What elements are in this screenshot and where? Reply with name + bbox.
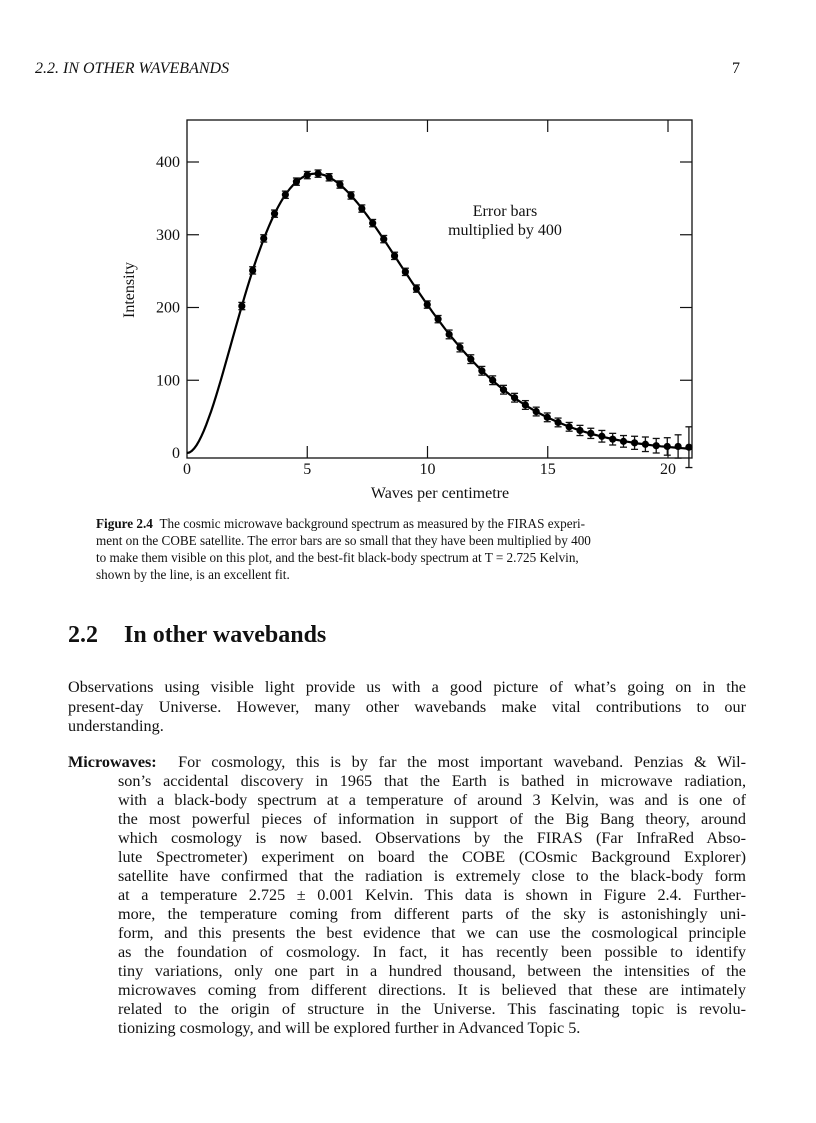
data-marker bbox=[478, 367, 485, 374]
data-point bbox=[249, 267, 256, 274]
figure-caption-line: shown by the line, is an excellent fit. bbox=[96, 567, 290, 582]
data-marker bbox=[347, 192, 354, 199]
microwaves-line: as the foundation of cosmology. In fact, it has recently been possible to identify bbox=[118, 943, 746, 961]
microwaves-line: at a temperature 2.725 ± 0.001 Kelvin. This data is shown in Figure 2.4. Further- bbox=[118, 886, 746, 904]
x-tick-label: 20 bbox=[660, 461, 676, 478]
intro-line: understanding. bbox=[68, 717, 164, 735]
data-marker bbox=[413, 285, 420, 292]
data-point bbox=[631, 436, 638, 449]
microwaves-line: tionizing cosmology, and will be explored further in Advanced Topic 5. bbox=[118, 1019, 581, 1037]
data-marker bbox=[238, 302, 245, 309]
data-marker bbox=[642, 441, 649, 448]
figure-caption-line: ment on the COBE satellite. The error bars are so small that they have been multiplied by 400 bbox=[96, 533, 591, 548]
data-point bbox=[314, 170, 321, 177]
microwaves-line: lute Spectrometer) experiment on board the COBE (COsmic Background Explorer) bbox=[118, 848, 746, 866]
data-point bbox=[642, 437, 649, 452]
microwaves-line: related to the origin of structure in the Universe. This fascinating topic is revolu- bbox=[118, 1000, 746, 1018]
data-point bbox=[675, 435, 682, 458]
microwaves-line: form, and this presents the best evidence that we can use the cosmological principle bbox=[118, 924, 746, 942]
data-point bbox=[434, 316, 441, 323]
data-point bbox=[304, 171, 311, 178]
microwaves-line: which cosmology is now based. Observations by the FIRAS (Far InfraRed Abso- bbox=[118, 829, 746, 847]
intro-line: Observations using visible light provide us with a good picture of what’s going on in the bbox=[68, 678, 746, 696]
data-point bbox=[533, 407, 540, 416]
data-marker bbox=[446, 331, 453, 338]
y-tick-label: 300 bbox=[156, 226, 180, 244]
data-marker bbox=[522, 401, 529, 408]
data-marker bbox=[402, 268, 409, 275]
data-marker bbox=[293, 178, 300, 185]
cmb-spectrum-chart bbox=[0, 0, 816, 520]
data-marker bbox=[500, 386, 507, 393]
data-point bbox=[336, 181, 343, 188]
section-heading bbox=[68, 622, 326, 649]
x-tick-label: 10 bbox=[419, 461, 436, 478]
caption-text: The cosmic microwave background spectrum as measured by the FIRAS experi- bbox=[159, 516, 586, 531]
microwaves-line: with a black-body spectrum at a temperature of around 3 Kelvin, was and is one of bbox=[118, 791, 746, 809]
data-marker bbox=[544, 414, 551, 421]
data-marker bbox=[467, 356, 474, 363]
data-marker bbox=[424, 301, 431, 308]
data-marker bbox=[271, 210, 278, 217]
data-marker bbox=[489, 377, 496, 384]
x-tick-label: 0 bbox=[183, 461, 191, 478]
microwaves-text: For cosmology, this is by far the most important waveband. Penzias & Wil- bbox=[178, 753, 746, 771]
data-marker bbox=[653, 442, 660, 449]
figure-label: Figure 2.4 bbox=[96, 516, 153, 531]
data-point bbox=[620, 436, 627, 448]
annotation-line-1: Error bars bbox=[472, 203, 538, 220]
data-point bbox=[566, 422, 573, 431]
data-point bbox=[576, 425, 583, 435]
data-point bbox=[380, 235, 387, 242]
data-marker bbox=[554, 419, 561, 426]
data-point bbox=[554, 418, 561, 427]
x-axis-label: Waves per centimetre bbox=[370, 485, 510, 502]
y-tick-label: 0 bbox=[172, 445, 180, 462]
data-point bbox=[326, 174, 333, 181]
data-point bbox=[282, 191, 289, 198]
y-axis-label: Intensity bbox=[121, 262, 138, 318]
data-point bbox=[402, 268, 409, 275]
data-marker bbox=[587, 430, 594, 437]
data-marker bbox=[511, 394, 518, 401]
data-marker bbox=[533, 408, 540, 415]
data-marker bbox=[326, 174, 333, 181]
data-marker bbox=[576, 427, 583, 434]
y-tick-label: 100 bbox=[156, 372, 180, 390]
running-header: 2.2. IN OTHER WAVEBANDS bbox=[35, 60, 230, 77]
microwaves-line: the most powerful pieces of information in support of the Big Bang theory, around bbox=[118, 810, 746, 828]
intro-line: present-day Universe. However, many other wavebands make vital contributions to our bbox=[68, 697, 746, 716]
data-marker bbox=[685, 444, 692, 451]
page-number: 7 bbox=[732, 60, 740, 77]
microwaves-line: satellite have confirmed that the radiation is extremely close to the black-body form bbox=[118, 867, 746, 885]
data-point bbox=[598, 430, 605, 442]
data-point bbox=[587, 428, 594, 438]
section-title: In other wavebands bbox=[124, 622, 327, 648]
data-marker bbox=[369, 220, 376, 227]
data-marker bbox=[380, 236, 387, 243]
data-marker bbox=[249, 267, 256, 274]
figure-caption-line: to make them visible on this plot, and the best-fit black-body spectrum at T = 2.725 Kelvin, bbox=[96, 550, 579, 565]
x-tick-label: 5 bbox=[303, 461, 312, 478]
y-tick-label: 200 bbox=[156, 299, 180, 317]
data-point bbox=[391, 252, 398, 259]
blackbody-fit-line bbox=[187, 174, 692, 453]
microwaves-line: more, the temperature coming from different parts of the sky is astonishingly uni- bbox=[118, 905, 746, 923]
data-marker bbox=[336, 181, 343, 188]
data-point bbox=[260, 235, 267, 242]
microwaves-line: microwaves coming from different directions. It is believed that these are intimately bbox=[118, 981, 746, 999]
data-point bbox=[424, 301, 431, 308]
data-point bbox=[413, 285, 420, 292]
data-marker bbox=[282, 191, 289, 198]
data-point bbox=[609, 433, 616, 445]
data-marker bbox=[314, 170, 321, 177]
data-marker bbox=[358, 205, 365, 212]
data-point bbox=[369, 219, 376, 226]
data-marker bbox=[631, 439, 638, 446]
data-point bbox=[347, 192, 354, 199]
data-point bbox=[544, 413, 551, 422]
microwaves-line bbox=[68, 753, 746, 772]
data-point bbox=[522, 401, 529, 410]
data-marker bbox=[434, 316, 441, 323]
microwaves-line: tiny variations, only one part in a hundred thousand, between the intensities of the bbox=[118, 962, 746, 980]
annotation-line-2: multiplied by 400 bbox=[448, 222, 562, 239]
section-number: 2.2 bbox=[68, 622, 98, 648]
data-marker bbox=[456, 344, 463, 351]
data-point bbox=[271, 210, 278, 217]
data-marker bbox=[664, 443, 671, 450]
data-point bbox=[358, 205, 365, 212]
data-point bbox=[653, 438, 660, 453]
data-point bbox=[664, 438, 671, 455]
x-tick-label: 15 bbox=[539, 461, 556, 478]
data-marker bbox=[675, 443, 682, 450]
data-marker bbox=[620, 438, 627, 445]
term-microwaves: Microwaves: bbox=[68, 753, 157, 771]
y-tick-label: 400 bbox=[156, 154, 180, 171]
data-marker bbox=[391, 252, 398, 259]
data-marker bbox=[566, 423, 573, 430]
figure-caption-line bbox=[96, 516, 585, 532]
data-marker bbox=[609, 436, 616, 443]
data-point bbox=[293, 178, 300, 185]
data-marker bbox=[304, 171, 311, 178]
data-marker bbox=[260, 235, 267, 242]
data-point bbox=[238, 302, 245, 309]
microwaves-line: son’s accidental discovery in 1965 that the Earth is bathed in microwave radiation, bbox=[118, 772, 746, 790]
plot-frame bbox=[187, 120, 692, 458]
data-marker bbox=[598, 433, 605, 440]
